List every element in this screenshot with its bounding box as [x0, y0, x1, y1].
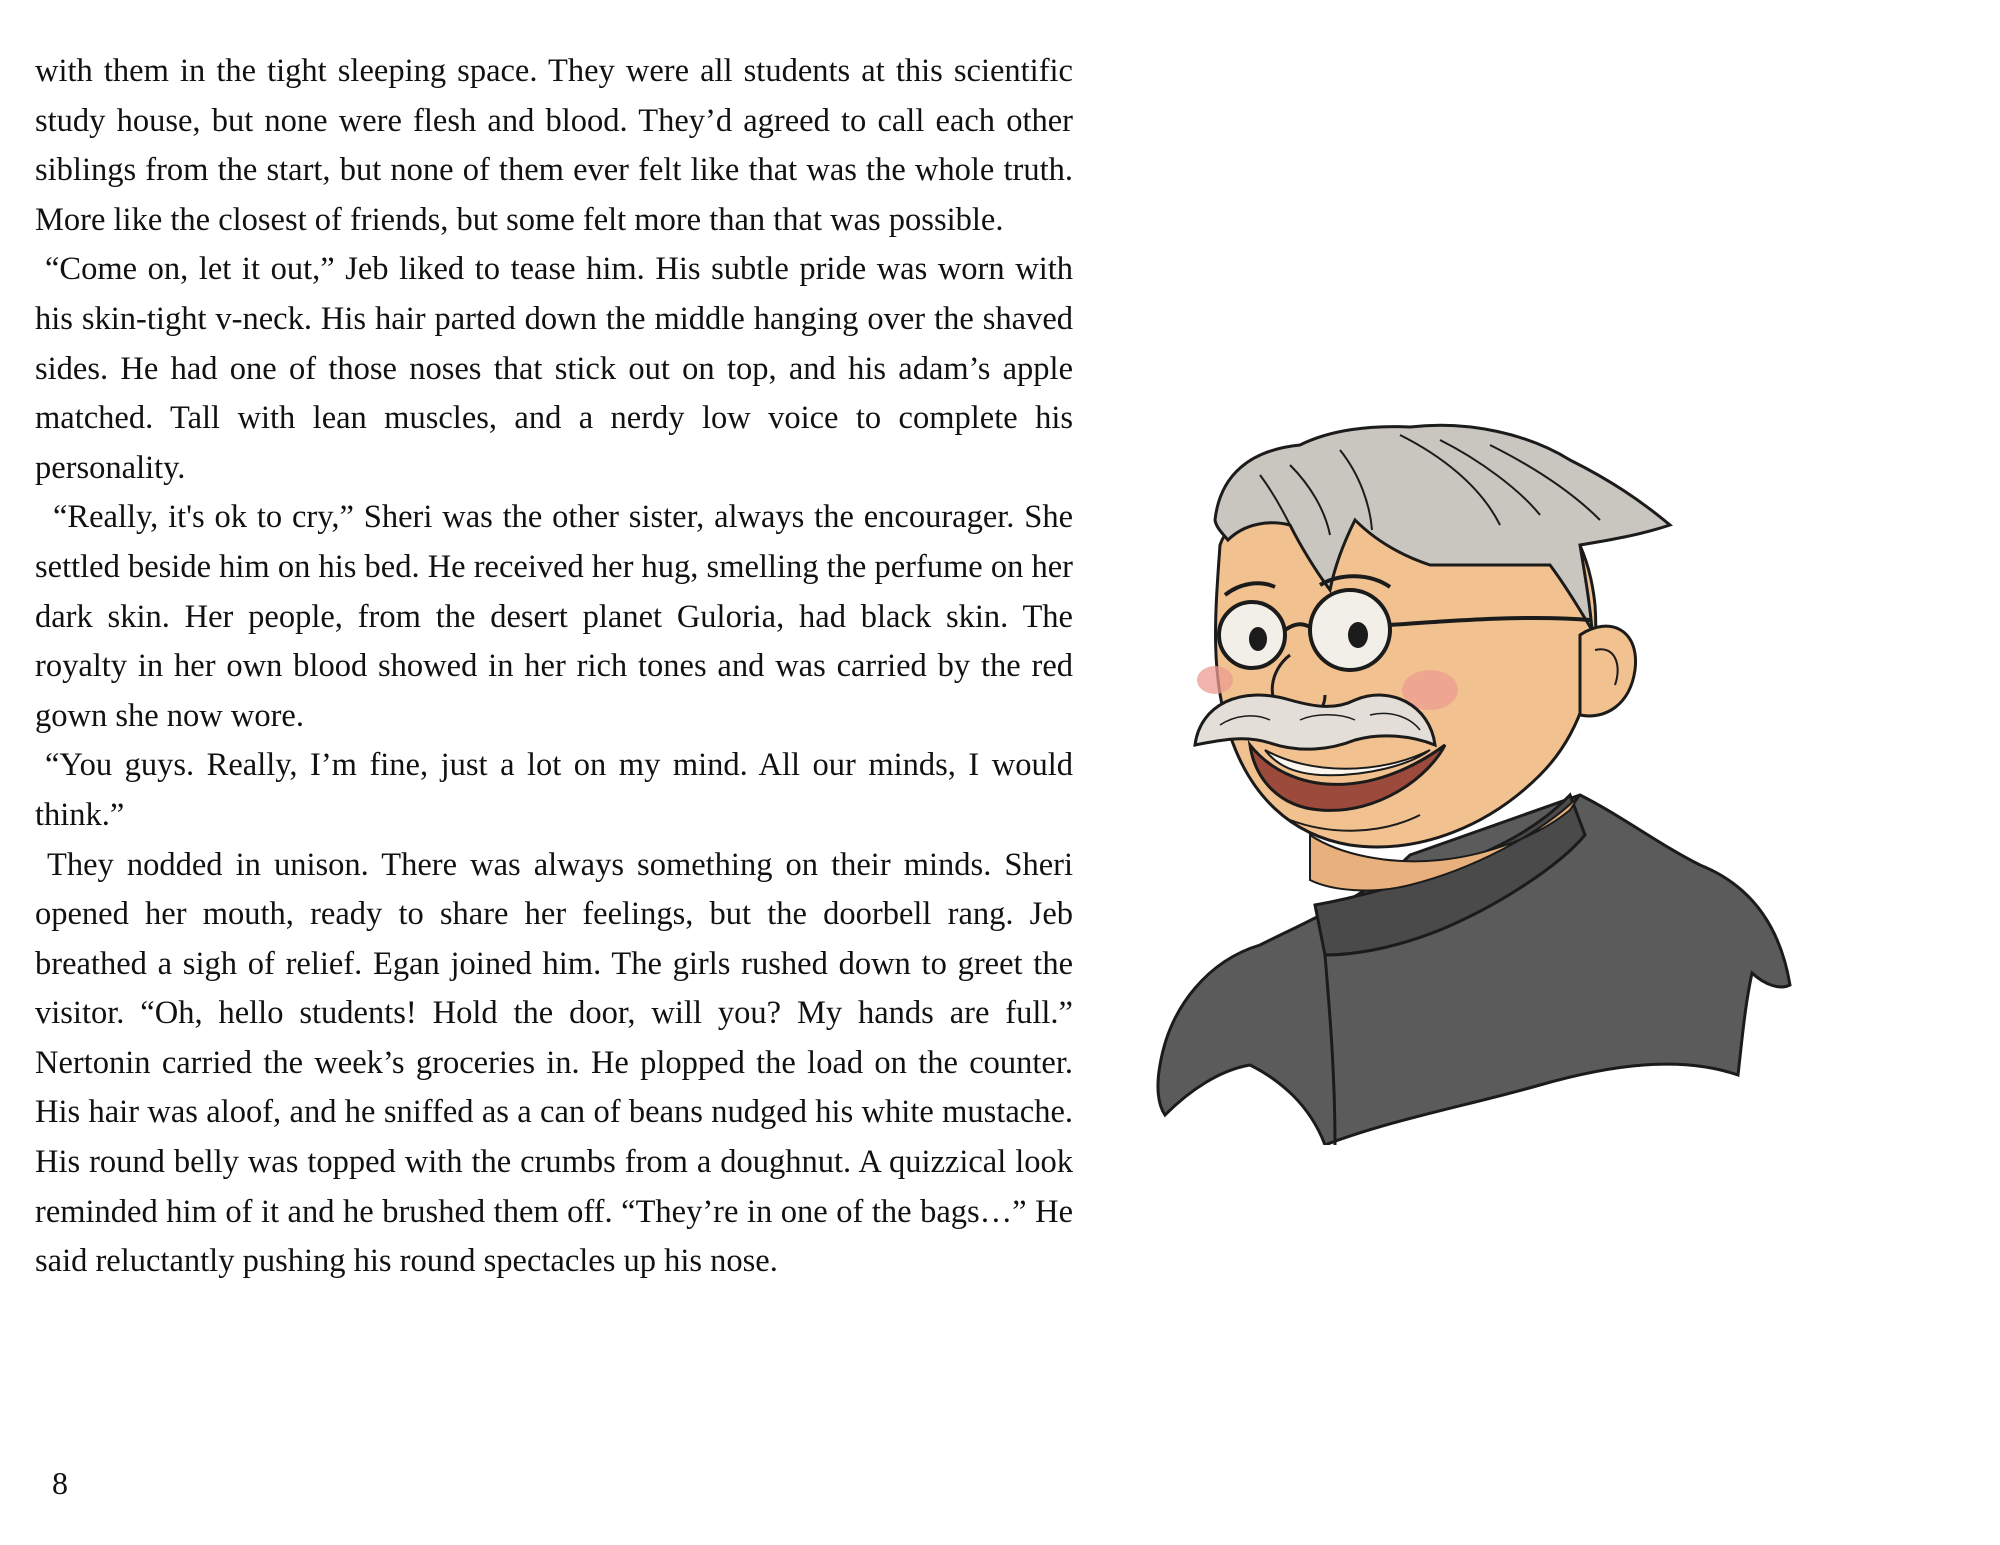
right-pupil	[1348, 622, 1368, 648]
story-text	[35, 47, 1073, 1287]
left-cheek	[1197, 666, 1233, 694]
paragraph: with them in the tight sleeping space. They were all students at this scientific study house, but none were flesh and blood. They’d agreed to call each other siblings from the start, but none of them ever felt like that was the whole truth. More like the closest of friends, but some felt more than that was possible.	[35, 53, 1073, 238]
character-portrait	[1158, 425, 1790, 1145]
shirt	[1158, 795, 1790, 1145]
page-number: 8	[52, 1465, 68, 1501]
paragraph: “Really, it's ok to cry,” Sheri was the other sister, always the encourager. She settled beside him on his bed. He received her hug, smelling the perfume on her dark skin. Her people, from the desert planet Guloria, had black skin. The royalty in her own blood showed in her rich tones and was carried by the red gown she now wore.	[35, 499, 1073, 734]
ear	[1580, 626, 1636, 716]
paragraph: They nodded in unison. There was always something on their minds. Sheri opened her mouth, ready to share her feelings, but the doorbell rang. Jeb breathed a sigh of relief. Egan joined him. The girls rushed down to greet the visitor. “Oh, hello students! Hold the door, will you? My hands are full.” Nertonin carried the week’s groceries in. He plopped the load on the counter. His hair was aloof, and he sniffed as a can of beans nudged his white mustache. His round belly was topped with the crumbs from a doughnut. A quizzical look reminded him of it and he brushed them off. “They’re in one of the bags…” He said reluctantly pushing his round spectacles up his nose.	[35, 846, 1073, 1280]
left-pupil	[1249, 627, 1267, 651]
paragraph: “You guys. Really, I’m fine, just a lot on my mind. All our minds, I would think.”	[35, 747, 1073, 833]
paragraph: “Come on, let it out,” Jeb liked to tease him. His subtle pride was worn with his skin-tight v-neck. His hair parted down the middle hanging over the shaved sides. He had one of those noses that stick out on top, and his adam’s apple matched. Tall with lean muscles, and a nerdy low voice to complete his personality.	[35, 251, 1073, 486]
character-illustration	[1140, 415, 1800, 1145]
